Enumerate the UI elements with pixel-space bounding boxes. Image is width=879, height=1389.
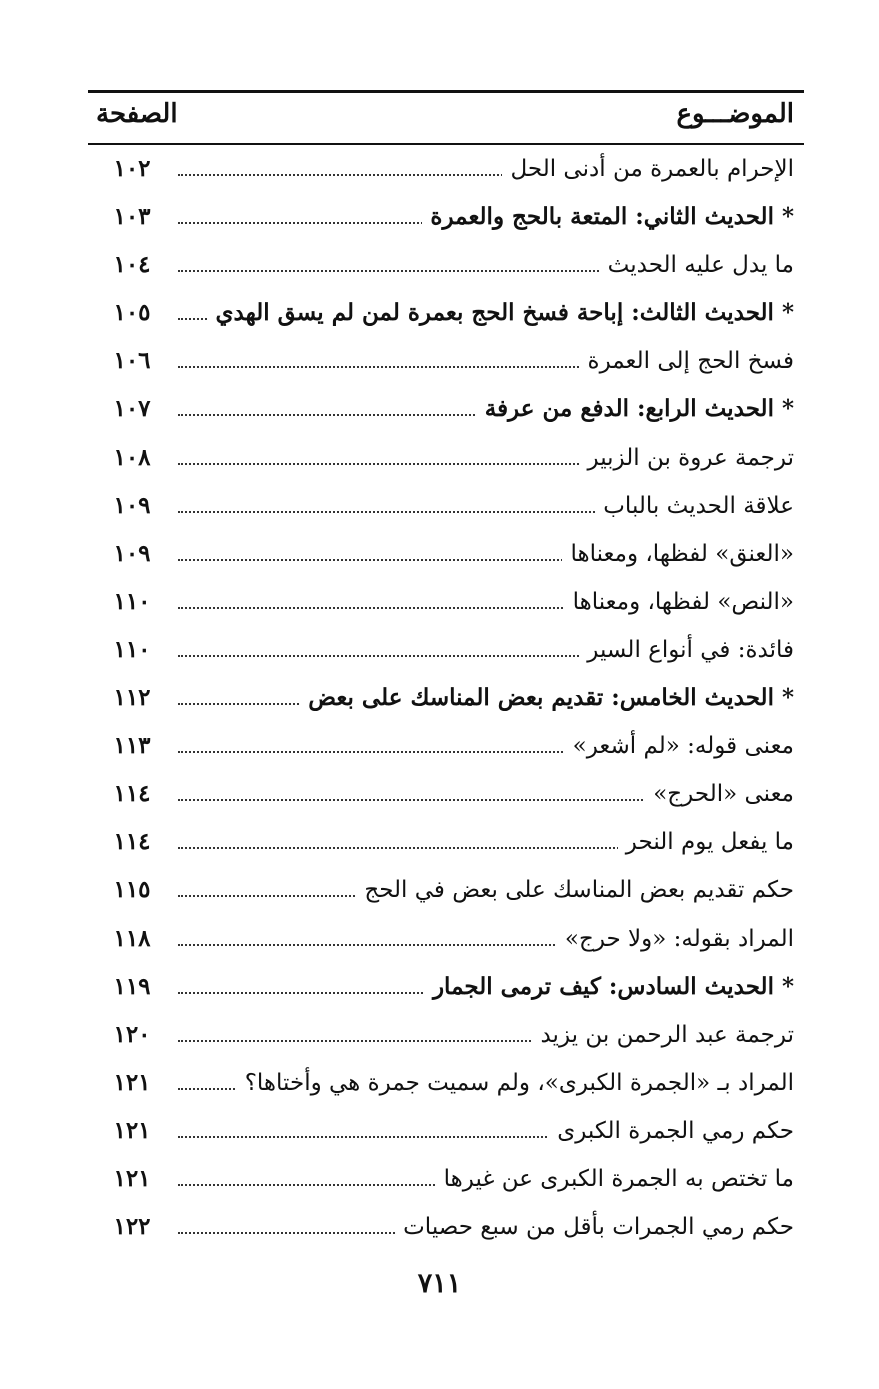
toc-entry (88, 675, 804, 723)
toc-entry-page: ١٠٩ (113, 491, 151, 519)
toc-entry (88, 194, 804, 242)
toc-entry-title: الإحرام بالعمرة من أدنى الحل (502, 153, 794, 185)
toc-entry-title: * الحديث السادس: كيف ترمى الجمار (425, 971, 794, 1003)
toc-entry (88, 867, 804, 915)
toc-entry-title: فائدة: في أنواع السير (579, 634, 794, 666)
toc-entry-title: «النص» لفظها، ومعناها (565, 586, 794, 618)
toc-entry-title: ما تختص به الجمرة الكبرى عن غيرها (436, 1163, 794, 1195)
toc-entry-page: ١١٩ (113, 972, 151, 1000)
toc-entry (88, 723, 804, 771)
toc-entry-page: ١٠٢ (113, 155, 151, 182)
toc-entry (88, 579, 804, 627)
toc-entry-page: ١١٨ (113, 924, 151, 952)
toc-entry-page: ١٢١ (113, 1164, 151, 1192)
toc-entry-title: المراد بقوله: «ولا حرج» (557, 923, 794, 955)
toc-entry-title: معنى قوله: «لم أشعر» (565, 730, 794, 762)
toc-entry-page: ١٢١ (113, 1068, 151, 1096)
header-rule (88, 143, 804, 145)
toc-entry-title: حكم رمي الجمرة الكبرى (549, 1115, 794, 1147)
toc-entry-page: ١١٥ (113, 876, 151, 904)
toc-entry (88, 338, 804, 386)
toc-entry (88, 916, 804, 964)
toc-entry-title: ترجمة عبد الرحمن بن يزيد (532, 1019, 794, 1051)
toc-entry-title: * الحديث الرابع: الدفع من عرفة (477, 393, 794, 425)
header-topic-label: الموضـــوع (676, 99, 794, 129)
page-number: ٧١١ (417, 1268, 462, 1299)
table-header (88, 95, 804, 141)
toc-entry (88, 627, 804, 675)
toc-entry-title: * الحديث الخامس: تقديم بعض المناسك على بعض (300, 682, 794, 714)
toc-entry (88, 386, 804, 434)
toc-entry-page: ١٠٧ (113, 395, 151, 423)
toc-entry (88, 531, 804, 579)
toc-entry (88, 1012, 804, 1060)
toc-entry-title: معنى «الحرج» (645, 778, 794, 810)
header-page-label: الصفحة (96, 99, 178, 129)
toc-entry-page: ١٠٨ (113, 443, 151, 471)
toc-entry (88, 1060, 804, 1108)
toc-entry-page: ١١٠ (113, 587, 151, 615)
toc-list (88, 146, 804, 1252)
toc-entry-page: ١٠٩ (113, 539, 151, 567)
top-rule (88, 90, 804, 93)
toc-entry-page: ١١٢ (113, 684, 151, 712)
toc-entry (88, 242, 804, 290)
toc-entry (88, 483, 804, 531)
toc-entry (88, 819, 804, 867)
toc-entry-page: ١١٤ (113, 780, 151, 808)
toc-entry (88, 146, 804, 194)
toc-entry-title: ما يفعل يوم النحر (618, 826, 794, 858)
toc-entry-title: * الحديث الثالث: إباحة فسخ الحج بعمرة لمن لم يسق الهدي (208, 297, 794, 329)
toc-entry (88, 771, 804, 819)
toc-entry (88, 1108, 804, 1156)
toc-entry-page: ١٢٠ (113, 1020, 151, 1048)
toc-entry-page: ١١٣ (113, 732, 151, 760)
toc-entry (88, 290, 804, 338)
toc-entry-page: ١٠٦ (113, 347, 151, 375)
toc-entry-page: ١٠٥ (113, 299, 151, 327)
toc-entry-page: ١١٤ (113, 828, 151, 856)
toc-entry-title: * الحديث الثاني: المتعة بالحج والعمرة (422, 201, 794, 233)
toc-entry-title: ترجمة عروة بن الزبير (580, 442, 794, 474)
toc-entry (88, 1204, 804, 1252)
toc-entry-page: ١٢١ (113, 1116, 151, 1144)
toc-entry-page: ١٢٢ (113, 1213, 151, 1241)
toc-entry-page: ١١٠ (113, 635, 151, 663)
toc-entry (88, 964, 804, 1012)
toc-entry-title: علاقة الحديث بالباب (595, 490, 794, 522)
toc-entry-title: حكم رمي الجمرات بأقل من سبع حصيات (395, 1211, 794, 1243)
toc-entry-title: حكم تقديم بعض المناسك على بعض في الحج (356, 874, 794, 906)
toc-entry (88, 1156, 804, 1204)
toc-entry-page: ١٠٣ (113, 203, 151, 231)
toc-entry-title: فسخ الحج إلى العمرة (580, 345, 794, 377)
toc-entry-page: ١٠٤ (113, 251, 151, 279)
toc-entry-title: المراد بـ «الجمرة الكبرى»، ولم سميت جمرة هي وأختاها؟ (237, 1067, 794, 1099)
toc-entry-title: ما يدل عليه الحديث (600, 249, 794, 281)
toc-entry-title: «العنق» لفظها، ومعناها (562, 538, 794, 570)
toc-entry (88, 435, 804, 483)
